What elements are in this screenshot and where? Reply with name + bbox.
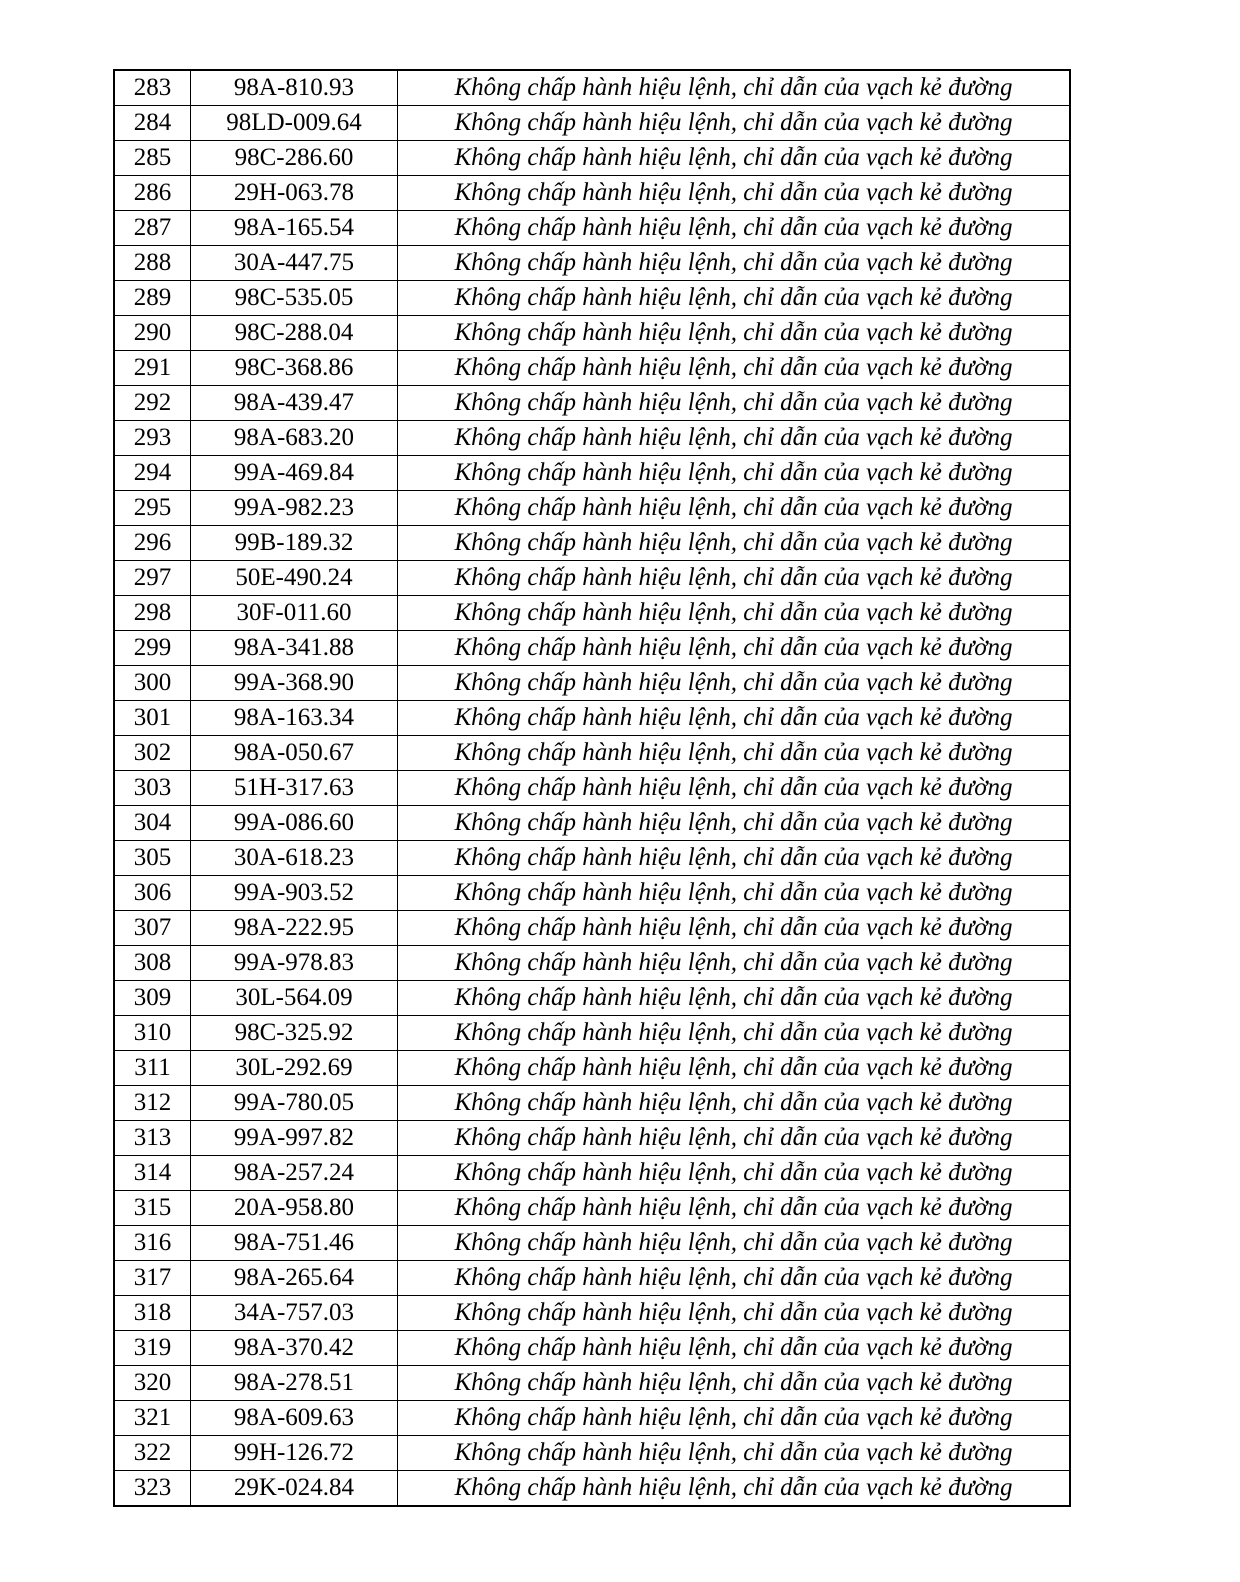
license-plate-cell: 30F-011.60 (191, 596, 398, 631)
row-number-cell: 290 (114, 316, 191, 351)
license-plate-cell: 98A-609.63 (191, 1401, 398, 1436)
violation-description-cell: Không chấp hành hiệu lệnh, chỉ dẫn của vạch kẻ đường (398, 1086, 1071, 1121)
violation-description-cell: Không chấp hành hiệu lệnh, chỉ dẫn của vạch kẻ đường (398, 736, 1071, 771)
table-row (114, 1261, 1070, 1296)
license-plate-cell: 30A-447.75 (191, 246, 398, 281)
table-row (114, 1401, 1070, 1436)
row-number-cell: 288 (114, 246, 191, 281)
violation-description-cell: Không chấp hành hiệu lệnh, chỉ dẫn của vạch kẻ đường (398, 1261, 1071, 1296)
license-plate-cell: 20A-958.80 (191, 1191, 398, 1226)
violation-description-cell: Không chấp hành hiệu lệnh, chỉ dẫn của vạch kẻ đường (398, 561, 1071, 596)
table-row (114, 806, 1070, 841)
license-plate-cell: 98C-325.92 (191, 1016, 398, 1051)
license-plate-cell: 98A-257.24 (191, 1156, 398, 1191)
violation-description-cell: Không chấp hành hiệu lệnh, chỉ dẫn của vạch kẻ đường (398, 1051, 1071, 1086)
row-number-cell: 320 (114, 1366, 191, 1401)
table-row (114, 561, 1070, 596)
row-number-cell: 300 (114, 666, 191, 701)
row-number-cell: 313 (114, 1121, 191, 1156)
violation-description-cell: Không chấp hành hiệu lệnh, chỉ dẫn của vạch kẻ đường (398, 141, 1071, 176)
violation-description-cell: Không chấp hành hiệu lệnh, chỉ dẫn của vạch kẻ đường (398, 1366, 1071, 1401)
license-plate-cell: 99H-126.72 (191, 1436, 398, 1471)
violation-description-cell: Không chấp hành hiệu lệnh, chỉ dẫn của vạch kẻ đường (398, 316, 1071, 351)
license-plate-cell: 99A-368.90 (191, 666, 398, 701)
violation-description-cell: Không chấp hành hiệu lệnh, chỉ dẫn của vạch kẻ đường (398, 771, 1071, 806)
table-row (114, 1086, 1070, 1121)
license-plate-cell: 99A-978.83 (191, 946, 398, 981)
row-number-cell: 306 (114, 876, 191, 911)
license-plate-cell: 98C-288.04 (191, 316, 398, 351)
row-number-cell: 302 (114, 736, 191, 771)
row-number-cell: 309 (114, 981, 191, 1016)
table-row (114, 1331, 1070, 1366)
table-row (114, 946, 1070, 981)
row-number-cell: 307 (114, 911, 191, 946)
table-row (114, 246, 1070, 281)
row-number-cell: 304 (114, 806, 191, 841)
violations-table-body (114, 70, 1070, 1506)
license-plate-cell: 99A-086.60 (191, 806, 398, 841)
table-row (114, 1156, 1070, 1191)
license-plate-cell: 99A-780.05 (191, 1086, 398, 1121)
violation-description-cell: Không chấp hành hiệu lệnh, chỉ dẫn của vạch kẻ đường (398, 806, 1071, 841)
table-row (114, 1016, 1070, 1051)
violation-description-cell: Không chấp hành hiệu lệnh, chỉ dẫn của vạch kẻ đường (398, 386, 1071, 421)
table-row (114, 1296, 1070, 1331)
table-row (114, 1366, 1070, 1401)
table-row (114, 456, 1070, 491)
row-number-cell: 296 (114, 526, 191, 561)
row-number-cell: 316 (114, 1226, 191, 1261)
row-number-cell: 322 (114, 1436, 191, 1471)
license-plate-cell: 98A-050.67 (191, 736, 398, 771)
row-number-cell: 285 (114, 141, 191, 176)
row-number-cell: 314 (114, 1156, 191, 1191)
violation-description-cell: Không chấp hành hiệu lệnh, chỉ dẫn của vạch kẻ đường (398, 841, 1071, 876)
violation-description-cell: Không chấp hành hiệu lệnh, chỉ dẫn của vạch kẻ đường (398, 106, 1071, 141)
table-row (114, 736, 1070, 771)
violation-description-cell: Không chấp hành hiệu lệnh, chỉ dẫn của vạch kẻ đường (398, 246, 1071, 281)
table-row (114, 421, 1070, 456)
license-plate-cell: 98A-265.64 (191, 1261, 398, 1296)
violation-description-cell: Không chấp hành hiệu lệnh, chỉ dẫn của vạch kẻ đường (398, 281, 1071, 316)
violation-description-cell: Không chấp hành hiệu lệnh, chỉ dẫn của vạch kẻ đường (398, 946, 1071, 981)
violation-description-cell: Không chấp hành hiệu lệnh, chỉ dẫn của vạch kẻ đường (398, 1121, 1071, 1156)
violations-table (113, 69, 1071, 1507)
table-row (114, 106, 1070, 141)
table-row (114, 701, 1070, 736)
violation-description-cell: Không chấp hành hiệu lệnh, chỉ dẫn của vạch kẻ đường (398, 1401, 1071, 1436)
table-row (114, 176, 1070, 211)
violation-description-cell: Không chấp hành hiệu lệnh, chỉ dẫn của vạch kẻ đường (398, 1156, 1071, 1191)
table-row (114, 316, 1070, 351)
license-plate-cell: 98A-751.46 (191, 1226, 398, 1261)
row-number-cell: 311 (114, 1051, 191, 1086)
violation-description-cell: Không chấp hành hiệu lệnh, chỉ dẫn của vạch kẻ đường (398, 211, 1071, 246)
license-plate-cell: 98A-165.54 (191, 211, 398, 246)
row-number-cell: 297 (114, 561, 191, 596)
row-number-cell: 298 (114, 596, 191, 631)
table-row (114, 351, 1070, 386)
violation-description-cell: Không chấp hành hiệu lệnh, chỉ dẫn của vạch kẻ đường (398, 351, 1071, 386)
license-plate-cell: 29K-024.84 (191, 1471, 398, 1507)
license-plate-cell: 99A-469.84 (191, 456, 398, 491)
license-plate-cell: 99B-189.32 (191, 526, 398, 561)
table-row (114, 1226, 1070, 1261)
license-plate-cell: 99A-997.82 (191, 1121, 398, 1156)
row-number-cell: 319 (114, 1331, 191, 1366)
license-plate-cell: 98C-368.86 (191, 351, 398, 386)
violation-description-cell: Không chấp hành hiệu lệnh, chỉ dẫn của vạch kẻ đường (398, 701, 1071, 736)
row-number-cell: 318 (114, 1296, 191, 1331)
row-number-cell: 315 (114, 1191, 191, 1226)
license-plate-cell: 50E-490.24 (191, 561, 398, 596)
row-number-cell: 299 (114, 631, 191, 666)
row-number-cell: 317 (114, 1261, 191, 1296)
violation-description-cell: Không chấp hành hiệu lệnh, chỉ dẫn của vạch kẻ đường (398, 911, 1071, 946)
license-plate-cell: 98A-341.88 (191, 631, 398, 666)
license-plate-cell: 30L-292.69 (191, 1051, 398, 1086)
table-row (114, 1436, 1070, 1471)
row-number-cell: 305 (114, 841, 191, 876)
license-plate-cell: 98A-810.93 (191, 70, 398, 106)
license-plate-cell: 34A-757.03 (191, 1296, 398, 1331)
violation-description-cell: Không chấp hành hiệu lệnh, chỉ dẫn của vạch kẻ đường (398, 981, 1071, 1016)
license-plate-cell: 98A-163.34 (191, 701, 398, 736)
row-number-cell: 284 (114, 106, 191, 141)
row-number-cell: 287 (114, 211, 191, 246)
table-row (114, 281, 1070, 316)
license-plate-cell: 51H-317.63 (191, 771, 398, 806)
license-plate-cell: 99A-982.23 (191, 491, 398, 526)
row-number-cell: 294 (114, 456, 191, 491)
row-number-cell: 301 (114, 701, 191, 736)
violation-description-cell: Không chấp hành hiệu lệnh, chỉ dẫn của vạch kẻ đường (398, 176, 1071, 211)
row-number-cell: 295 (114, 491, 191, 526)
table-row (114, 596, 1070, 631)
row-number-cell: 323 (114, 1471, 191, 1507)
license-plate-cell: 98A-278.51 (191, 1366, 398, 1401)
violation-description-cell: Không chấp hành hiệu lệnh, chỉ dẫn của vạch kẻ đường (398, 491, 1071, 526)
license-plate-cell: 98A-370.42 (191, 1331, 398, 1366)
violation-description-cell: Không chấp hành hiệu lệnh, chỉ dẫn của vạch kẻ đường (398, 1296, 1071, 1331)
table-row (114, 491, 1070, 526)
violation-description-cell: Không chấp hành hiệu lệnh, chỉ dẫn của vạch kẻ đường (398, 876, 1071, 911)
violation-description-cell: Không chấp hành hiệu lệnh, chỉ dẫn của vạch kẻ đường (398, 1331, 1071, 1366)
violation-description-cell: Không chấp hành hiệu lệnh, chỉ dẫn của vạch kẻ đường (398, 70, 1071, 106)
license-plate-cell: 99A-903.52 (191, 876, 398, 911)
row-number-cell: 286 (114, 176, 191, 211)
row-number-cell: 321 (114, 1401, 191, 1436)
violation-description-cell: Không chấp hành hiệu lệnh, chỉ dẫn của vạch kẻ đường (398, 1226, 1071, 1261)
table-row (114, 1471, 1070, 1507)
table-row (114, 141, 1070, 176)
table-row (114, 526, 1070, 561)
violation-description-cell: Không chấp hành hiệu lệnh, chỉ dẫn của vạch kẻ đường (398, 631, 1071, 666)
license-plate-cell: 30A-618.23 (191, 841, 398, 876)
row-number-cell: 308 (114, 946, 191, 981)
license-plate-cell: 30L-564.09 (191, 981, 398, 1016)
license-plate-cell: 29H-063.78 (191, 176, 398, 211)
table-row (114, 211, 1070, 246)
license-plate-cell: 98A-222.95 (191, 911, 398, 946)
license-plate-cell: 98LD-009.64 (191, 106, 398, 141)
table-row (114, 1051, 1070, 1086)
license-plate-cell: 98A-683.20 (191, 421, 398, 456)
table-row (114, 1191, 1070, 1226)
table-row (114, 876, 1070, 911)
table-row (114, 911, 1070, 946)
violation-description-cell: Không chấp hành hiệu lệnh, chỉ dẫn của vạch kẻ đường (398, 1191, 1071, 1226)
violation-description-cell: Không chấp hành hiệu lệnh, chỉ dẫn của vạch kẻ đường (398, 421, 1071, 456)
table-row (114, 631, 1070, 666)
table-row (114, 841, 1070, 876)
table-row (114, 1121, 1070, 1156)
violation-description-cell: Không chấp hành hiệu lệnh, chỉ dẫn của vạch kẻ đường (398, 1471, 1071, 1507)
violation-description-cell: Không chấp hành hiệu lệnh, chỉ dẫn của vạch kẻ đường (398, 666, 1071, 701)
table-row (114, 666, 1070, 701)
row-number-cell: 312 (114, 1086, 191, 1121)
license-plate-cell: 98C-286.60 (191, 141, 398, 176)
violation-description-cell: Không chấp hành hiệu lệnh, chỉ dẫn của vạch kẻ đường (398, 596, 1071, 631)
violation-description-cell: Không chấp hành hiệu lệnh, chỉ dẫn của vạch kẻ đường (398, 1016, 1071, 1051)
row-number-cell: 289 (114, 281, 191, 316)
license-plate-cell: 98A-439.47 (191, 386, 398, 421)
row-number-cell: 292 (114, 386, 191, 421)
table-row (114, 771, 1070, 806)
violation-description-cell: Không chấp hành hiệu lệnh, chỉ dẫn của vạch kẻ đường (398, 456, 1071, 491)
violation-description-cell: Không chấp hành hiệu lệnh, chỉ dẫn của vạch kẻ đường (398, 1436, 1071, 1471)
license-plate-cell: 98C-535.05 (191, 281, 398, 316)
row-number-cell: 283 (114, 70, 191, 106)
row-number-cell: 310 (114, 1016, 191, 1051)
row-number-cell: 303 (114, 771, 191, 806)
table-row (114, 386, 1070, 421)
row-number-cell: 293 (114, 421, 191, 456)
row-number-cell: 291 (114, 351, 191, 386)
table-row (114, 981, 1070, 1016)
violation-description-cell: Không chấp hành hiệu lệnh, chỉ dẫn của vạch kẻ đường (398, 526, 1071, 561)
table-row (114, 70, 1070, 106)
